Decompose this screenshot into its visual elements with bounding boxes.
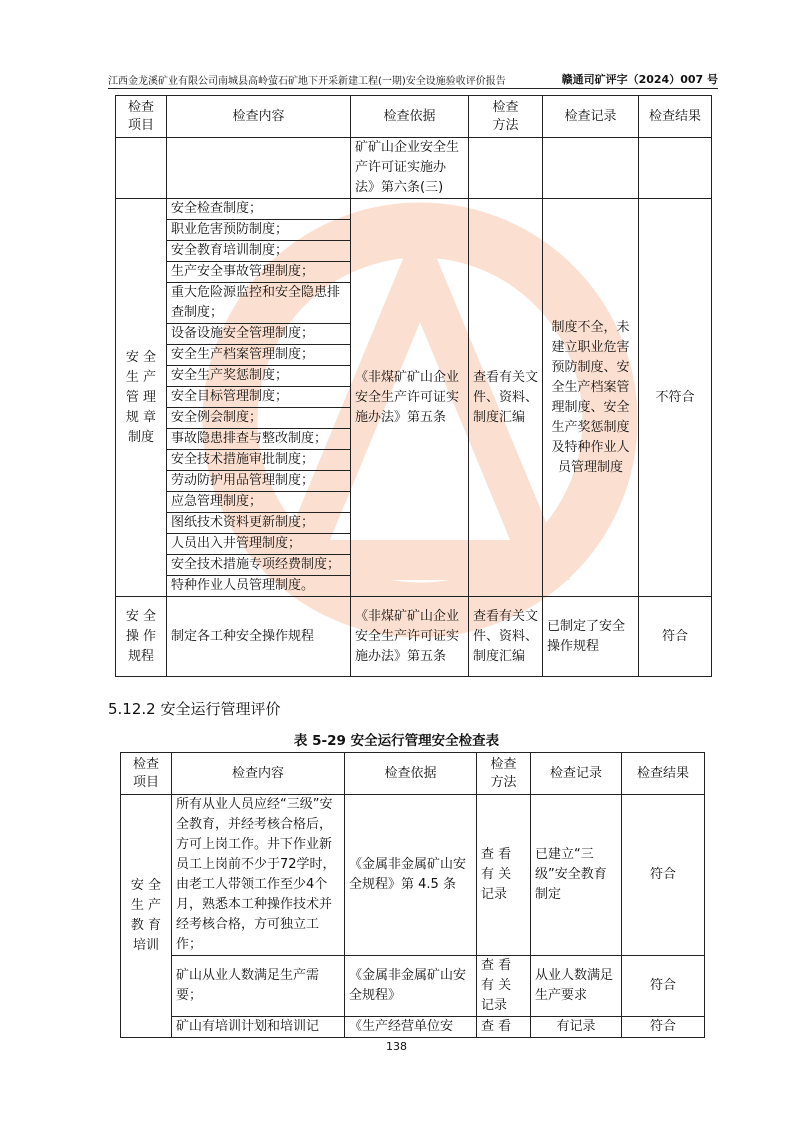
- header-report-number: 赣通司矿评字（2024）007 号: [561, 73, 718, 86]
- col-header-item: 检查 项目: [121, 753, 172, 795]
- list-item: 应急管理制度；: [167, 492, 350, 513]
- record-cell: 制度不全，未建立职业危害预防制度、安全生产档案管理制度、安全生产奖惩制度及特种作业人员管理制度: [543, 199, 639, 597]
- content-list-cell: [167, 199, 351, 597]
- list-item: 安全检查制度；: [167, 199, 350, 220]
- item-cell: 安 全 生 产 教 育 培训: [121, 795, 172, 1038]
- table-row: [121, 1017, 705, 1038]
- col-header-basis: 检查依据: [351, 96, 469, 138]
- col-header-record: 检查记录: [531, 753, 622, 795]
- table-row: [116, 597, 712, 677]
- item-cell: 安 全 生 产 管 理 规 章 制度: [116, 199, 167, 597]
- table-row: [116, 138, 712, 199]
- list-item: 重大危险源监控和安全隐患排查制度；: [167, 283, 350, 324]
- list-item: 安全教育培训制度；: [167, 241, 350, 262]
- col-header-result: 检查结果: [639, 96, 712, 138]
- content-cell: 矿山有培训计划和培训记: [172, 1017, 345, 1038]
- method-cell: 查看有关文件、资料、制度汇编: [469, 597, 543, 677]
- list-item: 人员出入井管理制度；: [167, 534, 350, 555]
- list-item: 劳动防护用品管理制度；: [167, 471, 350, 492]
- table-row: [121, 795, 705, 956]
- table-header-row: [116, 96, 712, 138]
- table-row: [121, 956, 705, 1017]
- operation-management-check-table: [120, 752, 705, 1038]
- basis-cell: 《金属非金属矿山安全规程》: [345, 956, 477, 1017]
- basis-cell: 《非煤矿矿山企业安全生产许可证实施办法》第五条: [351, 199, 469, 597]
- record-cell: 已制定了安全操作规程: [543, 597, 639, 677]
- result-cell: 符合: [622, 795, 705, 956]
- header-report-title: 江西金龙溪矿业有限公司南城县高岭萤石矿地下开采新建工程(一期)安全设施验收评价报告: [108, 76, 506, 87]
- basis-cell: 《生产经营单位安: [345, 1017, 477, 1038]
- header-rule: [108, 88, 718, 89]
- system-list: [167, 199, 350, 596]
- record-cell: 有记录: [531, 1017, 622, 1038]
- basis-cell: 《金属非金属矿山安全规程》第 4.5 条: [345, 795, 477, 956]
- list-item: 特种作业人员管理制度。: [171, 578, 315, 593]
- list-item: 事故隐患排查与整改制度；: [167, 429, 350, 450]
- content-cell: 矿山从业人数满足生产需要；: [172, 956, 345, 1017]
- col-header-method: 检查 方法: [477, 753, 531, 795]
- list-item: 安全技术措施审批制度；: [167, 450, 350, 471]
- method-cell: 查 看: [477, 1017, 531, 1038]
- list-item: 安全目标管理制度；: [167, 387, 350, 408]
- result-cell: 不符合: [639, 199, 712, 597]
- col-header-record: 检查记录: [543, 96, 639, 138]
- page-number: 138: [386, 1040, 407, 1053]
- col-header-content: 检查内容: [167, 96, 351, 138]
- table-caption: 表 5-29 安全运行管理安全检查表: [293, 733, 500, 749]
- list-item: 设备设施安全管理制度；: [167, 324, 350, 345]
- record-cell: 从业人数满足生产要求: [531, 956, 622, 1017]
- list-item: 职业危害预防制度；: [167, 220, 350, 241]
- col-header-method: 检查 方法: [469, 96, 543, 138]
- list-item: 安全例会制度；: [167, 408, 350, 429]
- content-cell: 所有从业人员应经“三级”安全教育，并经考核合格后，方可上岗工作。井下作业新员工上岗前不少于72学时，由老工人带领工作至少4个月，熟悉本工种操作技术并经考核合格，方可独立工作；: [172, 795, 345, 956]
- col-header-result: 检查结果: [622, 753, 705, 795]
- basis-cell: 矿矿山企业安全生产许可证实施办法》第六条(三): [351, 138, 469, 199]
- method-cell: 查 看 有 关 记录: [477, 956, 531, 1017]
- table-row: [116, 199, 712, 597]
- table-header-row: [121, 753, 705, 795]
- list-item: 安全生产档案管理制度；: [167, 345, 350, 366]
- record-cell: 已建立“三级”安全教育制定: [531, 795, 622, 956]
- method-cell: 查看有关文件、资料、制度汇编: [469, 199, 543, 597]
- section-title: 5.12.2 安全运行管理评价: [108, 700, 281, 718]
- item-cell: 安 全 操 作 规程: [116, 597, 167, 677]
- method-cell: 查 看 有 关 记录: [477, 795, 531, 956]
- basis-cell: 《非煤矿矿山企业安全生产许可证实施办法》第五条: [351, 597, 469, 677]
- content-cell: 制定各工种安全操作规程: [167, 597, 351, 677]
- col-header-basis: 检查依据: [345, 753, 477, 795]
- result-cell: 符合: [622, 1017, 705, 1038]
- list-item: 生产安全事故管理制度；: [167, 262, 350, 283]
- page-header: [108, 70, 718, 88]
- management-system-check-table: [115, 95, 712, 677]
- list-item: 安全技术措施专项经费制度；: [167, 555, 350, 576]
- result-cell: 符合: [639, 597, 712, 677]
- result-cell: 符合: [622, 956, 705, 1017]
- list-item: 图纸技术资料更新制度；: [167, 513, 350, 534]
- col-header-content: 检查内容: [172, 753, 345, 795]
- list-item: 安全生产奖惩制度；: [167, 366, 350, 387]
- col-header-item: 检查 项目: [116, 96, 167, 138]
